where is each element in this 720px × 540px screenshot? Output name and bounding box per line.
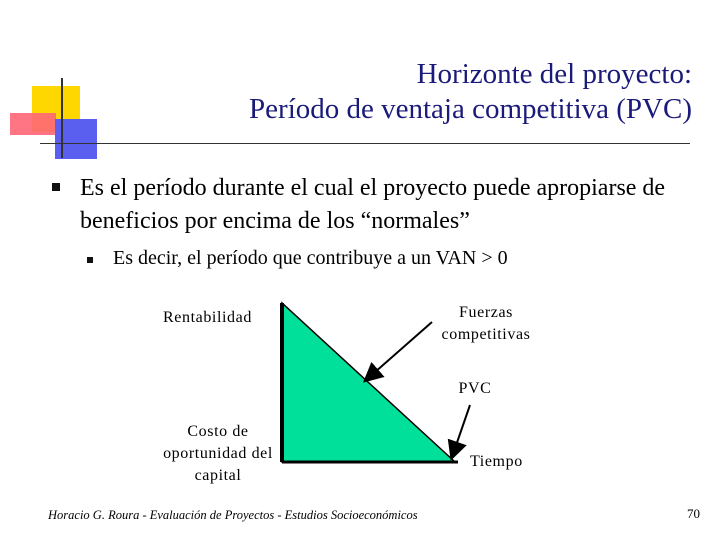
- label-fuerzas-competitivas: Fuerzas competitivas: [441, 304, 531, 343]
- footer-text: Horacio G. Roura - Evaluación de Proyectos - Estudios Socioeconómicos: [48, 508, 418, 522]
- label-rentabilidad: Rentabilidad: [163, 309, 252, 326]
- bullet-main-text: Es el período durante el cual el proyecto puede apropiarse de beneficios por encima de los “normales”: [80, 175, 666, 234]
- title-line-2: Período de ventaja competitiva (PVC): [249, 93, 692, 125]
- label-pvc: PVC: [458, 380, 492, 397]
- label-tiempo: Tiempo: [470, 453, 523, 470]
- title-line-1: Horizonte del proyecto:: [416, 58, 692, 90]
- bullet-sub-text: Es decir, el período que contribuye a un VAN > 0: [113, 247, 508, 269]
- label-costo-oportunidad: Costo de oportunidad del capital: [163, 423, 273, 484]
- arrow-pvc: [452, 405, 470, 457]
- page-number: 70: [687, 506, 700, 521]
